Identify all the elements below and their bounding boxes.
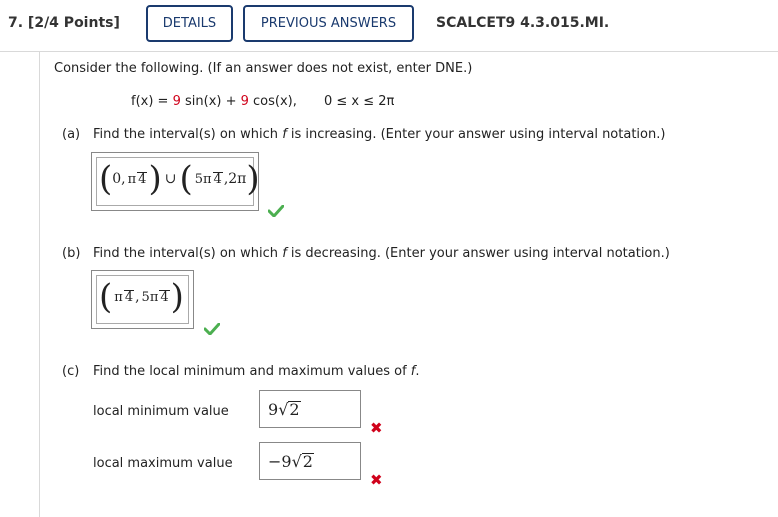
part-b-answer-expression — [99, 277, 184, 317]
part-b-label: (b) — [62, 246, 81, 261]
local-max-input[interactable] — [259, 442, 361, 480]
part-c-prompt-end: . — [415, 364, 420, 379]
frac-num: π — [127, 171, 137, 187]
part-b-answer-inner[interactable] — [96, 275, 189, 324]
local-min-label: local minimum value — [93, 404, 229, 419]
part-a-label: (a) — [62, 127, 81, 142]
part-a-answer-expression — [99, 159, 260, 199]
interval-start: 0, — [112, 171, 126, 187]
question-number: 7. [2/4 Points] — [8, 15, 120, 31]
fx-lhs: f(x) = — [131, 94, 173, 109]
frac-num: 5π — [141, 289, 159, 305]
union-symbol: ∪ — [164, 171, 177, 187]
x-icon: ✖ — [370, 419, 383, 437]
part-a-prompt-end: is increasing. (Enter your answer using interval notation.) — [286, 127, 666, 142]
instruction-text: Consider the following. (If an answer does not exist, enter DNE.) — [54, 61, 473, 76]
function-definition — [131, 94, 297, 109]
paren-close: ) — [170, 277, 184, 317]
check-icon — [204, 323, 220, 335]
frac-den: 4 — [213, 171, 222, 187]
part-c-prompt-f: f — [410, 364, 416, 379]
part-b-prompt-text: Find the interval(s) on which — [93, 246, 283, 261]
coef-1: 9 — [172, 94, 181, 109]
interval-end: ,2π — [223, 171, 247, 187]
min-coefficient: 9 — [268, 399, 279, 419]
part-b-answer-box[interactable] — [91, 270, 194, 329]
comma: , — [135, 289, 140, 305]
part-b-prompt-end: is decreasing. (Enter your answer using interval notation.) — [286, 246, 670, 261]
part-a-prompt-f: f — [282, 127, 287, 142]
frac-num: π — [114, 289, 123, 305]
part-a-prompt — [93, 127, 665, 142]
previous-answers-button[interactable]: PREVIOUS ANSWERS — [243, 5, 414, 42]
fraction-5pi-over-4 — [141, 290, 170, 305]
part-b-prompt — [93, 246, 670, 261]
local-min-expression — [268, 399, 301, 419]
check-icon — [268, 205, 284, 217]
frac-num: 5π — [194, 171, 212, 187]
question-header — [0, 0, 778, 52]
part-c-label: (c) — [62, 364, 80, 379]
paren-open: ( — [99, 277, 113, 317]
paren-open: ( — [179, 159, 193, 199]
part-c-prompt-text: Find the local minimum and maximum values of — [93, 364, 411, 379]
content-left-rule — [39, 52, 40, 517]
fraction-pi-over-4 — [127, 172, 148, 187]
frac-den: 4 — [124, 289, 134, 305]
details-button[interactable]: DETAILS — [146, 5, 233, 42]
min-radicand: 2 — [289, 400, 300, 419]
part-c-prompt — [93, 364, 420, 379]
course-code: SCALCET9 4.3.015.MI. — [436, 15, 610, 31]
term-2: cos(x), — [248, 94, 297, 109]
coef-2: 9 — [240, 94, 249, 109]
frac-den: 4 — [138, 171, 147, 187]
paren-close: ) — [148, 159, 162, 199]
local-max-label: local maximum value — [93, 456, 233, 471]
part-a-answer-box[interactable] — [91, 152, 259, 211]
paren-open: ( — [99, 159, 113, 199]
fraction-pi-over-4 — [113, 290, 134, 305]
paren-close: ) — [246, 159, 260, 199]
sqrt-symbol: √2 — [278, 400, 300, 419]
part-a-answer-inner[interactable] — [96, 157, 260, 206]
sqrt-symbol: √2 — [291, 452, 313, 471]
domain-text: 0 ≤ x ≤ 2π — [324, 94, 395, 109]
max-radicand: 2 — [302, 452, 313, 471]
frac-den: 4 — [160, 289, 169, 305]
local-min-input[interactable] — [259, 390, 361, 428]
local-max-expression — [268, 451, 314, 471]
max-coefficient: −9 — [268, 451, 292, 471]
fraction-5pi-over-4 — [194, 172, 223, 187]
x-icon: ✖ — [370, 471, 383, 489]
part-a-prompt-text: Find the interval(s) on which — [93, 127, 283, 142]
part-b-prompt-f: f — [282, 246, 287, 261]
term-1: sin(x) + — [180, 94, 241, 109]
